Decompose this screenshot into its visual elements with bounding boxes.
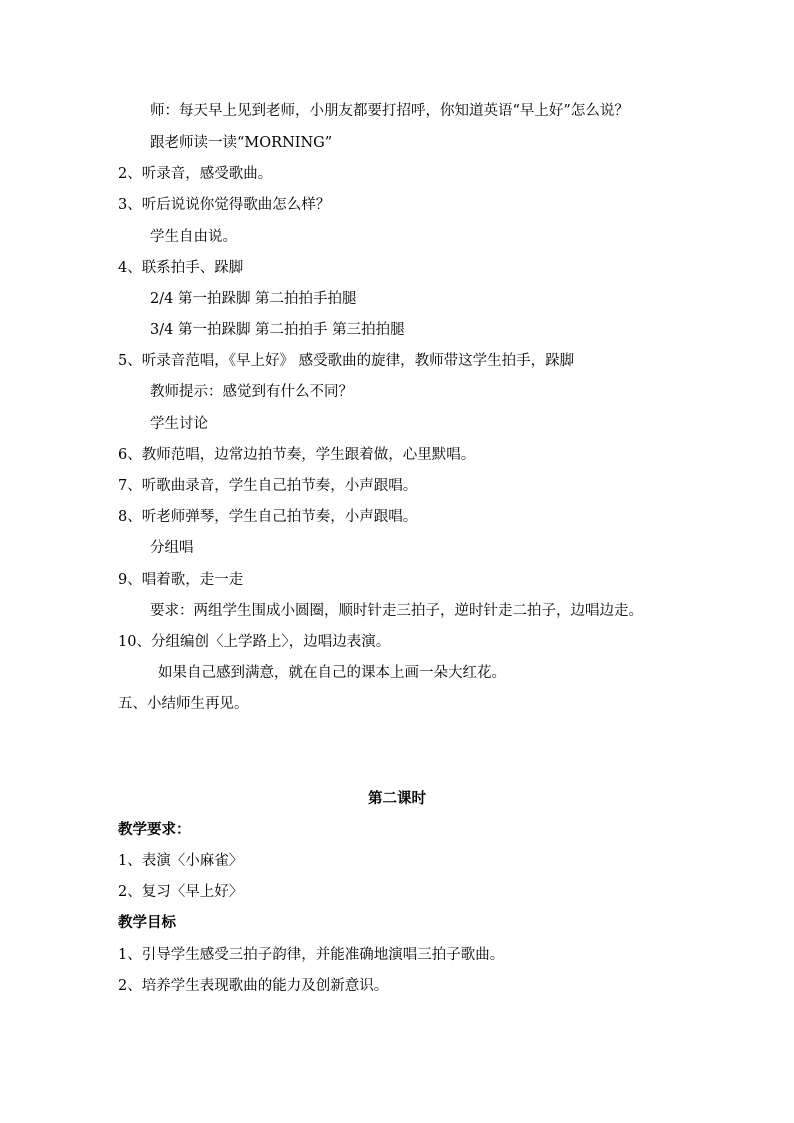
text-line: 学生讨论 [150,416,208,432]
text-line: 五、小结师生再见。 [118,696,249,712]
requirements-heading: 教学要求： [118,821,191,838]
text-line: 教师提示：感觉到有什么不同？ [150,384,353,400]
text-line: 2/4 第一拍跺脚 第二拍拍手拍腿 [150,291,357,307]
goal-item: 1、引导学生感受三拍子韵律，并能准确地演唱三拍子歌曲。 [118,947,505,963]
requirement-item: 1、表演〈小麻雀〉 [118,853,244,869]
text-line: 2、听录音，感受歌曲。 [118,166,273,182]
goal-item: 2、培养学生表现歌曲的能力及创新意识。 [118,978,389,994]
requirement-item: 2、复习〈早上好〉 [118,884,244,900]
goals-heading: 教学目标 [118,914,176,931]
text-line: 7、听歌曲录音，学生自己拍节奏，小声跟唱。 [118,478,418,494]
text-line: 9、唱着歌，走一走 [118,572,244,588]
text-line: 6、教师范唱，边常边拍节奏，学生跟着做，心里默唱。 [118,447,476,463]
text-line: 分组唱 [150,540,194,556]
text-line: 5、听录音范唱，《早上好》 感受歌曲的旋律，教师带这学生拍手，跺脚 [118,353,575,369]
text-line: 3/4 第一拍跺脚 第二拍拍手 第三拍拍腿 [150,322,405,338]
text-line: 4、联系拍手、跺脚 [118,260,244,276]
text-line: 10、分组编创〈上学路上〉，边唱边表演。 [118,634,391,650]
text-line: 要求：两组学生围成小圆圈，顺时针走三拍子，逆时针走二拍子，边唱边走。 [150,603,643,619]
text-line: 8、听老师弹琴，学生自己拍节奏，小声跟唱。 [118,509,418,525]
text-line: 师：每天早上见到老师，小朋友都要打招呼，你知道英语“早上好”怎么说？ [150,103,629,119]
text-line: 3、听后说说你觉得歌曲怎么样？ [118,197,331,213]
text-line: 学生自由说。 [150,229,237,245]
text-line: 如果自己感到满意，就在自己的课本上画一朵大红花。 [158,665,506,681]
section-title: 第二课时 [368,790,426,807]
text-line: 跟老师读一读“MORNING” [150,135,333,151]
